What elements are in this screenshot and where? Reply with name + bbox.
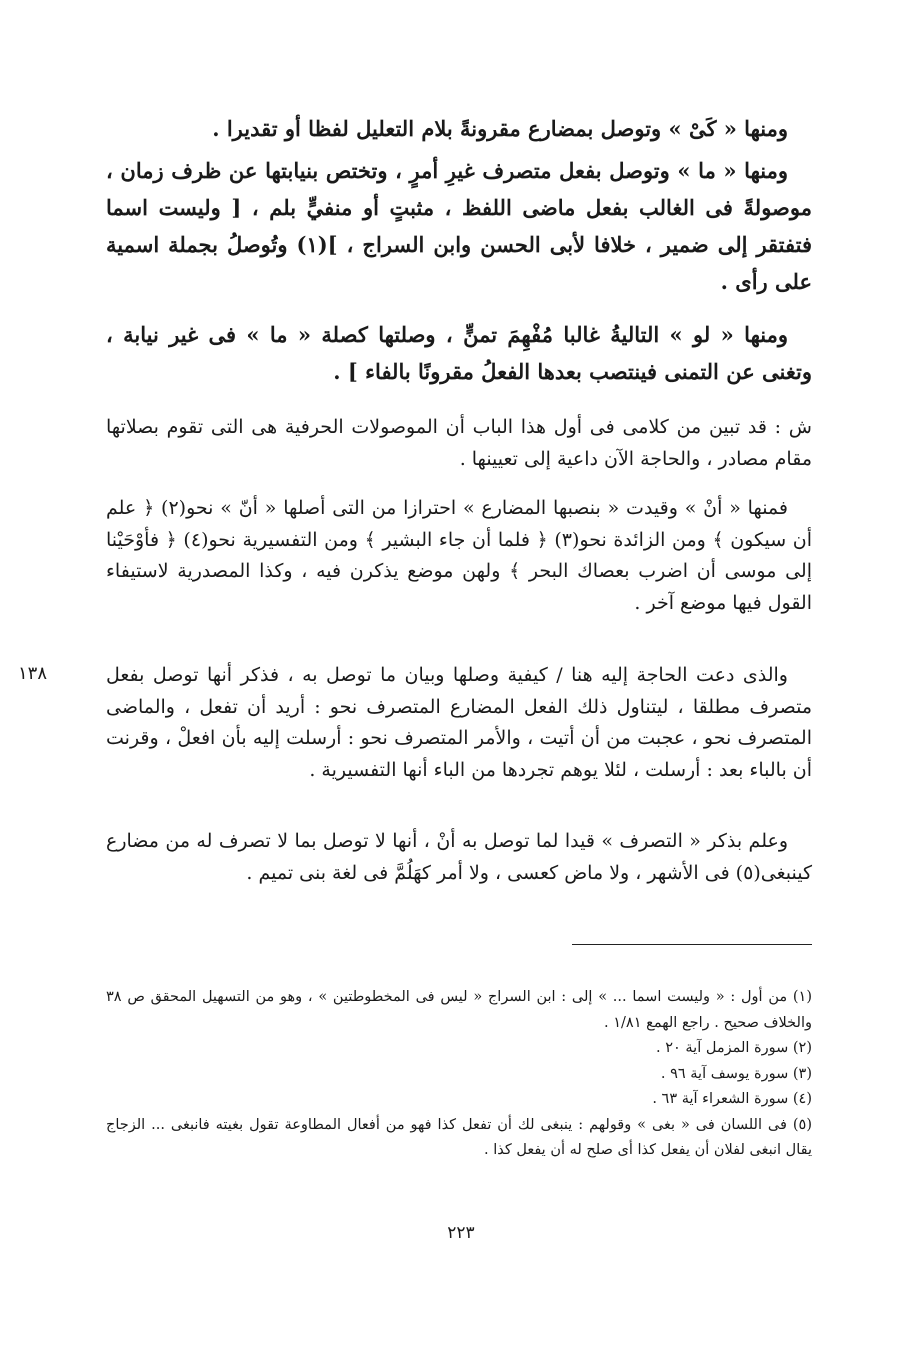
matn-text: ومنها « لو » التاليةُ غالبا مُفْهِمَ تمنٍّ ، وصلتها كصلة « ما » فى غير نيابة ، وتغنى عن التمنى فينتصب بعدها الفعلُ مقرونًا بالفاء ] . [106, 322, 812, 384]
matn-text: ومنها « ما » وتوصل بفعل متصرف غيرِ أمرٍ ، وتختص بنيابتها عن ظرف زمان ، موصولةً فى الغالب بفعل ماضى اللفظ ، مثبتٍ أو منفيٍّ بلم ، [ وليست اسما فتفتقر إلى ضمير ، خلافا لأبى الحسن وابن السراج ، ](١) وتُوصلُ بجملة اسمية على رأى . [106, 158, 813, 294]
matn-text: ومنها « كَىْ » وتوصل بمضارع مقرونةً بلام التعليل لفظا أو تقديرا . [212, 116, 788, 141]
footnote: (٤) سورة الشعراء آية ٦٣ . [652, 1091, 812, 1107]
sharh-text: والذى دعت الحاجة إليه هنا / كيفية وصلها وبيان ما توصل به ، فذكر أنها توصل بفعل متصرف مطلقا ، ليتناول ذلك الفعل المضارع المتصرف نحو : أريد أن تفعل ، والماضى المتصرف نحو ، عجبت من أن أتيت ، والأمر المتصرف نحو : أرسلت إليه بأن افعلْ ، وقرنت أن بالباء بعد : أرسلت ، لئلا يوهم تجردها من الباء أنها التفسيرية . [106, 664, 812, 781]
footnote: (١) من أول : « وليست اسما ... » إلى : ابن السراج « ليس فى المخطوطتين » ، وهو من التسهيل المحقق ص ٣٨ والخلاف صحيح . راجع الهمع ١/٨١ . [106, 989, 812, 1031]
matn-paragraph-2 [106, 152, 812, 300]
sharh-text: وعلم بذكر « التصرف » قيدا لما توصل به أنْ ، أنها لا توصل بما لا تصرف له من مضارع كينبغى(٥) فى الأشهر ، ولا ماض كعسى ، ولا أمر كهَلُمَّ فى لغة بنى تميم . [106, 830, 812, 884]
footnotes [106, 985, 812, 1164]
sharh-paragraph-1 [106, 412, 812, 475]
matn-paragraph-1 [106, 110, 812, 147]
sharh-paragraph-3 [106, 660, 812, 786]
matn-paragraph-3 [106, 316, 812, 390]
footnote: (٥) فى اللسان فى « بغى » وقولهم : ينبغى لك أن تفعل كذا فهو من أفعال المطاوعة تقول بغيته فانبغى ... الزجاج يقال انبغى لفلان أن يفعل كذا أى صلح له أن يفعل كذا . [106, 1116, 812, 1158]
manuscript-folio-number: ١٣٨ [18, 663, 48, 684]
sharh-paragraph-2 [106, 493, 812, 619]
footnote-separator [572, 944, 812, 945]
sharh-text: ش : قد تبين من كلامى فى أول هذا الباب أن الموصولات الحرفية هى التى تقوم بصلاتها مقام مصادر ، والحاجة الآن داعية إلى تعيينها . [106, 416, 812, 470]
page-number: ٢٢٣ [447, 1223, 475, 1243]
footnote: (٣) سورة يوسف آية ٩٦ . [660, 1065, 812, 1082]
footnote: (٢) سورة المزمل آية ٢٠ . [655, 1040, 812, 1056]
sharh-text: فمنها « أنْ » وقيدت « بنصبها المضارع » احترازا من التى أصلها « أنّ » نحو(٢) ﴿ علم أن سيكون ﴾ ومن الزائدة نحو(٣) ﴿ فلما أن جاء البشير ﴾ ومن التفسيرية نحو(٤) ﴿ فأوْحَيْنا إلى موسى أن اضرب بعصاك البحر ﴾ ولهن موضع يذكرن فيه ، وكذا المصدرية لاستيفاء القول فيها موضع آخر . [106, 497, 812, 614]
sharh-paragraph-4 [106, 826, 812, 889]
